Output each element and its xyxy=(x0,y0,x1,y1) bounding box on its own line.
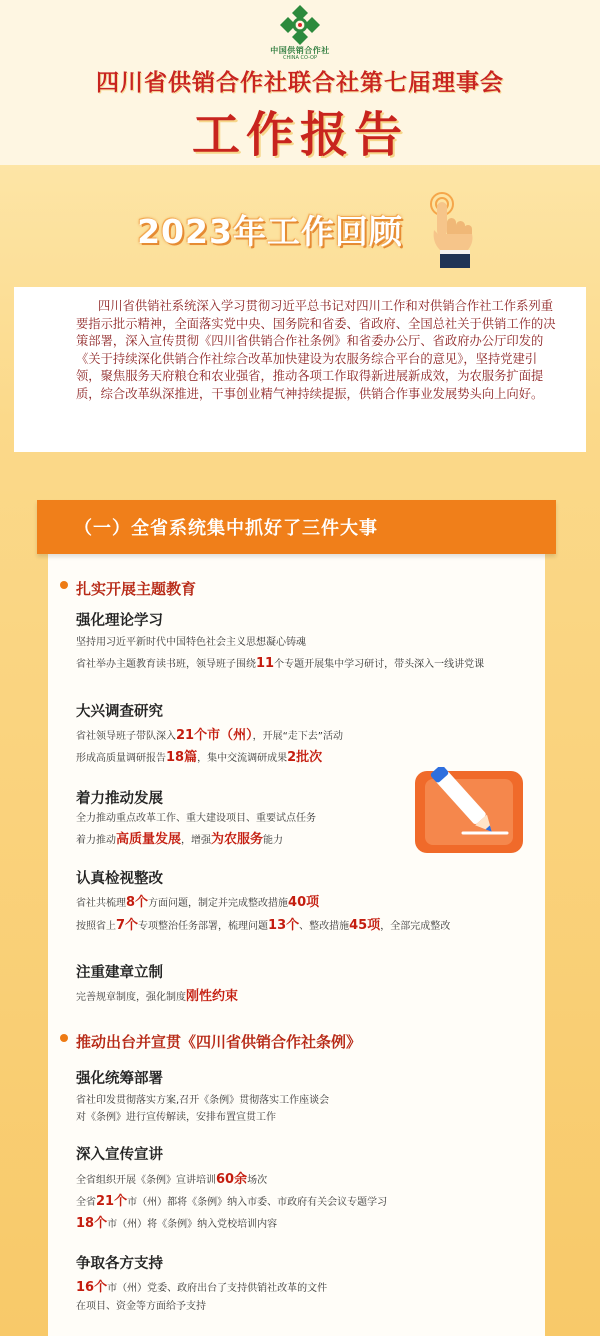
logo-text-cn: 中国供销合作社 xyxy=(270,46,330,55)
highlight-value: 为农服务 xyxy=(211,832,264,847)
highlight-value: 45项 xyxy=(349,918,381,933)
highlight-value: 8个 xyxy=(126,895,149,910)
detail-text: ，增强 xyxy=(181,835,212,846)
detail-text: 省社举办主题教育读书班，领导班子围绕 xyxy=(76,659,256,670)
detail-text: 全力推动重点改革工作、重大建设项目、重要试点任务 xyxy=(76,813,316,824)
detail-text: 省社领导班子带队深入 xyxy=(76,731,176,742)
detail-line xyxy=(76,746,322,765)
detail-text: 坚持用习近平新时代中国特色社会主义思想凝心铸魂 xyxy=(76,637,306,648)
topic-bullet xyxy=(60,581,68,589)
group-heading: 着力推动发展 xyxy=(76,791,163,807)
detail-text: 市（州）都将《条例》纳入市委、市政府有关会议专题学习 xyxy=(127,1197,388,1208)
year-review-heading: 2023年工作回顾 xyxy=(137,212,403,251)
group-heading: 大兴调查研究 xyxy=(76,704,163,720)
detail-line xyxy=(76,1108,276,1123)
group-heading: 强化理论学习 xyxy=(76,613,163,629)
detail-text: 对《条例》进行宣传解读，安排布置宣贯工作 xyxy=(76,1112,276,1123)
highlight-value: 2批次 xyxy=(287,750,323,765)
detail-text: 着力推动 xyxy=(76,835,116,846)
topic-title: 扎实开展主题教育 xyxy=(76,580,197,598)
topic-title: 推动出台并宣贯《四川省供销合作社条例》 xyxy=(76,1033,362,1051)
highlight-value: 21个 xyxy=(96,1194,128,1209)
detail-line xyxy=(76,1091,329,1106)
detail-text: ，集中交流调研成果 xyxy=(197,753,288,764)
logo-text-en: CHINA CO-OP xyxy=(283,55,317,61)
detail-text: 完善规章制度，强化制度 xyxy=(76,992,186,1003)
detail-line xyxy=(76,1212,277,1231)
topic-bullet xyxy=(60,1034,68,1042)
detail-text: 市（州）党委、政府出台了支持供销社改革的文件 xyxy=(107,1283,328,1294)
highlight-value: 60余 xyxy=(216,1172,248,1187)
group-heading: 深入宣传宣讲 xyxy=(76,1147,163,1163)
highlight-value: 16个 xyxy=(76,1280,108,1295)
co-op-logo-icon xyxy=(278,3,322,47)
detail-line xyxy=(76,985,238,1004)
group-heading: 认真检视整改 xyxy=(76,871,163,887)
detail-text: ，全部完成整改 xyxy=(380,921,451,932)
group-heading: 争取各方支持 xyxy=(76,1256,163,1272)
detail-text: 个专题开展集中学习研讨，带头深入一线讲党课 xyxy=(274,659,485,670)
detail-text: 省社共梳理 xyxy=(76,898,126,909)
detail-line xyxy=(76,633,306,648)
intro-paragraph: 四川省供销社系统深入学习贯彻习近平总书记对四川工作和对供销合作社工作系列重要指示批示精神，全面落实党中央、国务院和省委、省政府、全国总社关于供销工作的决策部署，深入宣传贯彻《四川省供销合作社条例》和省委办公厅、省政府办公厅印发的《关于持续深化供销合作社综合改革加快建设为农服务综合平台的意见》，坚持党建引领，聚焦服务天府粮仓和农业强省，推动各项工作取得新进展新成效，为农服务扩面提质，综合改革纵深推进，干事创业精气神持续提振，供销合作事业发展势头向上向好。 xyxy=(76,299,556,401)
detail-line xyxy=(76,809,316,824)
detail-text: 能力 xyxy=(263,835,284,846)
highlight-value: 18篇 xyxy=(166,750,198,765)
detail-text: ，开展“走下去”活动 xyxy=(252,731,343,742)
highlight-value: 11 xyxy=(256,656,275,671)
highlight-value: 18个 xyxy=(76,1216,108,1231)
detail-line xyxy=(76,1168,267,1187)
detail-text: 全省 xyxy=(76,1197,96,1208)
highlight-value: 高质量发展 xyxy=(116,832,182,847)
detail-text: 专项整治任务部署，梳理问题 xyxy=(138,921,269,932)
pointing-hand-icon xyxy=(428,190,474,270)
detail-line xyxy=(76,891,319,910)
highlight-value: 21个市（州） xyxy=(176,728,253,743)
detail-line xyxy=(76,655,484,671)
detail-line xyxy=(76,1297,206,1312)
group-heading: 强化统筹部署 xyxy=(76,1071,163,1087)
detail-line xyxy=(76,1276,327,1295)
detail-line xyxy=(76,914,450,933)
detail-text: 、整改措施 xyxy=(299,921,350,932)
highlight-value: 刚性约束 xyxy=(186,989,239,1004)
detail-text: 按照省上 xyxy=(76,921,116,932)
detail-text: 全省组织开展《条例》宣讲培训 xyxy=(76,1175,216,1186)
detail-text: 在项目、资金等方面给予支持 xyxy=(76,1301,206,1312)
detail-text: 省社印发贯彻落实方案,召开《条例》贯彻落实工作座谈会 xyxy=(76,1095,330,1106)
detail-line xyxy=(76,724,343,743)
detail-line xyxy=(76,828,283,847)
detail-text: 市（州）将《条例》纳入党校培训内容 xyxy=(107,1219,278,1230)
report-title-line1: 四川省供销合作社联合社第七届理事会 xyxy=(96,70,504,96)
report-title-line2: 工作报告 xyxy=(191,107,408,163)
detail-text: 场次 xyxy=(247,1175,268,1186)
detail-text: 形成高质量调研报告 xyxy=(76,753,166,764)
detail-text: 方面问题，制定并完成整改措施 xyxy=(148,898,289,909)
section-title: （一）全省系统集中抓好了三件大事 xyxy=(74,518,378,539)
highlight-value: 13个 xyxy=(268,918,300,933)
highlight-value: 7个 xyxy=(116,918,139,933)
detail-line xyxy=(76,1190,387,1209)
highlight-value: 40项 xyxy=(288,895,320,910)
group-heading: 注重建章立制 xyxy=(76,965,163,981)
pencil-icon xyxy=(415,767,527,853)
